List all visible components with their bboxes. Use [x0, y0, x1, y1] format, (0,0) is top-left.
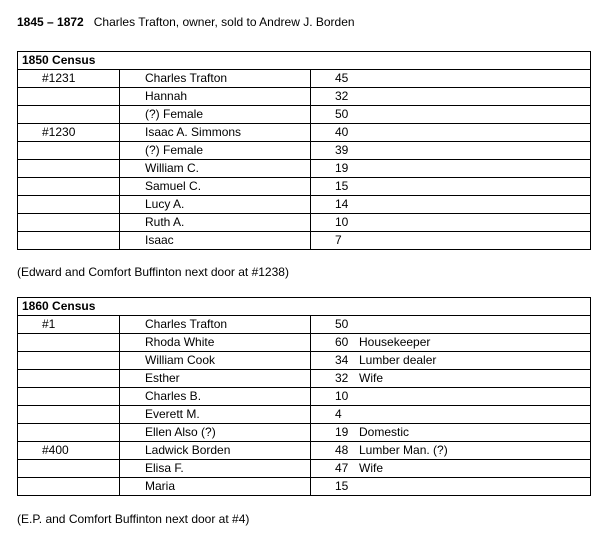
age-cell — [311, 442, 591, 460]
person-age: 15 — [335, 479, 349, 493]
person-note: Wife — [359, 371, 383, 385]
household-number — [18, 106, 120, 124]
household-number — [18, 352, 120, 370]
age-cell — [311, 70, 591, 88]
age-cell — [311, 388, 591, 406]
household-number — [18, 196, 120, 214]
household-number — [18, 406, 120, 424]
table-row — [18, 70, 591, 88]
person-name: Charles Trafton — [120, 316, 311, 334]
person-name: Hannah — [120, 88, 311, 106]
age-cell — [311, 196, 591, 214]
census-title: 1860 Census — [18, 298, 591, 316]
person-age: 10 — [335, 215, 349, 229]
table-row — [18, 352, 591, 370]
person-name: Charles B. — [120, 388, 311, 406]
age-cell — [311, 316, 591, 334]
page-heading — [17, 15, 355, 29]
person-name: Everett M. — [120, 406, 311, 424]
table-row — [18, 88, 591, 106]
census-title-row — [18, 52, 591, 70]
census-title-row — [18, 298, 591, 316]
age-cell — [311, 106, 591, 124]
table-row — [18, 478, 591, 496]
person-age: 50 — [335, 107, 349, 121]
age-cell — [311, 406, 591, 424]
age-cell — [311, 460, 591, 478]
age-cell — [311, 160, 591, 178]
table-row — [18, 196, 591, 214]
table-row — [18, 214, 591, 232]
household-number — [18, 334, 120, 352]
person-age: 15 — [335, 179, 349, 193]
household-number — [18, 88, 120, 106]
person-name: Elisa F. — [120, 460, 311, 478]
person-name: William C. — [120, 160, 311, 178]
age-cell — [311, 142, 591, 160]
household-number — [18, 160, 120, 178]
person-age: 45 — [335, 71, 349, 85]
table-row — [18, 334, 591, 352]
table-row — [18, 370, 591, 388]
person-age: 7 — [335, 233, 342, 247]
household-number — [18, 460, 120, 478]
table-row — [18, 406, 591, 424]
person-age: 34 — [335, 353, 349, 367]
person-note: Housekeeper — [359, 335, 431, 349]
person-name: Ellen Also (?) — [120, 424, 311, 442]
person-name: Ladwick Borden — [120, 442, 311, 460]
household-number — [18, 232, 120, 250]
person-name: Isaac A. Simmons — [120, 124, 311, 142]
person-note: Wife — [359, 461, 383, 475]
person-age: 47 — [335, 461, 349, 475]
household-number — [18, 424, 120, 442]
census-1850-table — [17, 51, 591, 250]
person-name: William Cook — [120, 352, 311, 370]
table-row — [18, 388, 591, 406]
table-row — [18, 424, 591, 442]
household-number — [18, 388, 120, 406]
person-note: Lumber dealer — [359, 353, 437, 367]
age-cell — [311, 124, 591, 142]
age-cell — [311, 424, 591, 442]
census-1850-note: (Edward and Comfort Buffinton next door at #1238) — [17, 265, 289, 279]
household-number — [18, 178, 120, 196]
table-row — [18, 160, 591, 178]
census-title: 1850 Census — [18, 52, 591, 70]
table-row — [18, 316, 591, 334]
person-name: Maria — [120, 478, 311, 496]
census-1860-note: (E.P. and Comfort Buffinton next door at #4) — [17, 512, 250, 526]
age-cell — [311, 370, 591, 388]
household-number — [18, 142, 120, 160]
person-age: 10 — [335, 389, 349, 403]
person-age: 14 — [335, 197, 349, 211]
person-age: 32 — [335, 89, 349, 103]
person-age: 48 — [335, 443, 349, 457]
household-number — [18, 214, 120, 232]
age-cell — [311, 352, 591, 370]
person-name: (?) Female — [120, 142, 311, 160]
person-name: Charles Trafton — [120, 70, 311, 88]
person-name: Lucy A. — [120, 196, 311, 214]
person-age: 60 — [335, 335, 349, 349]
household-number: #400 — [18, 442, 120, 460]
age-cell — [311, 232, 591, 250]
age-cell — [311, 88, 591, 106]
person-age: 50 — [335, 317, 349, 331]
household-number — [18, 370, 120, 388]
age-cell — [311, 214, 591, 232]
person-age: 32 — [335, 371, 349, 385]
table-row — [18, 178, 591, 196]
table-row — [18, 142, 591, 160]
table-row — [18, 106, 591, 124]
household-number: #1 — [18, 316, 120, 334]
person-name: Rhoda White — [120, 334, 311, 352]
heading-years: 1845 – 1872 — [17, 15, 84, 29]
person-age: 19 — [335, 425, 349, 439]
age-cell — [311, 334, 591, 352]
person-age: 19 — [335, 161, 349, 175]
person-name: Isaac — [120, 232, 311, 250]
table-row — [18, 232, 591, 250]
person-name: Esther — [120, 370, 311, 388]
household-number — [18, 478, 120, 496]
person-age: 40 — [335, 125, 349, 139]
person-name: (?) Female — [120, 106, 311, 124]
table-row — [18, 124, 591, 142]
heading-text: Charles Trafton, owner, sold to Andrew J. Borden — [93, 15, 355, 29]
table-row — [18, 460, 591, 478]
person-name: Ruth A. — [120, 214, 311, 232]
census-1860-table — [17, 297, 591, 496]
person-name: Samuel C. — [120, 178, 311, 196]
household-number: #1230 — [18, 124, 120, 142]
person-age: 4 — [335, 407, 342, 421]
person-note: Lumber Man. (?) — [359, 443, 448, 457]
age-cell — [311, 178, 591, 196]
person-age: 39 — [335, 143, 349, 157]
household-number: #1231 — [18, 70, 120, 88]
person-note: Domestic — [359, 425, 410, 439]
age-cell — [311, 478, 591, 496]
table-row — [18, 442, 591, 460]
